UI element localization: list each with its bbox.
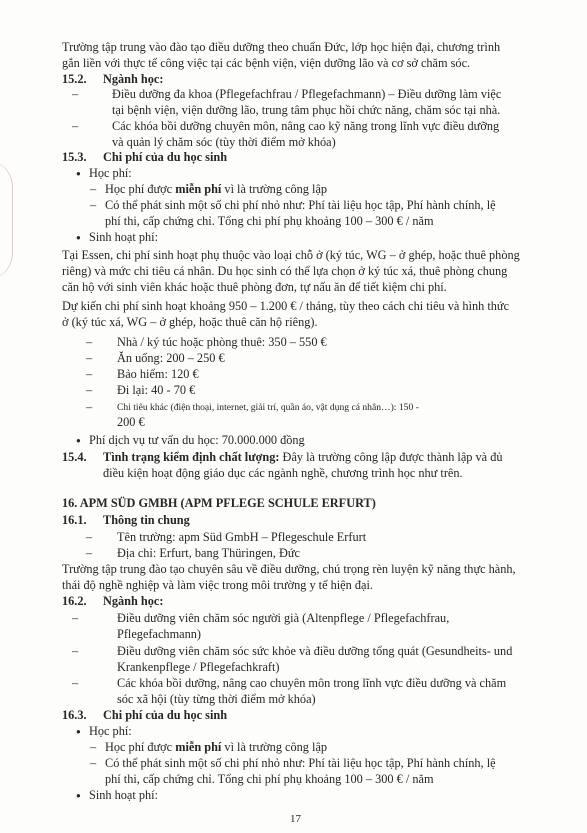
list-item: Có thể phát sinh một số chi phí nhỏ như: Phí tài liệu học tập, Phí hành chính, lệ: [105, 756, 496, 770]
stamp-edge: [0, 160, 13, 280]
dash-marker: –: [90, 182, 97, 196]
list-item: Các khóa bồi dưỡng chuyên môn, nâng cao kỹ năng trong lĩnh vực điều dưỡng: [112, 119, 500, 133]
dash-marker: –: [72, 611, 79, 625]
section-title: Chi phí của du học sinh: [103, 150, 228, 164]
list-item: Điều dưỡng đa khoa (Pflegefachfrau / Pflegefachmann) – Điều dưỡng làm việc: [112, 87, 502, 101]
bullet-text: Học phí:: [89, 166, 132, 180]
list-item: Điều dưỡng viên chăm sóc người già (Altenpflege / Pflegefachfrau,: [117, 611, 450, 625]
section-number: 15.4.: [62, 450, 87, 464]
list-item: Địa chỉ: Erfurt, bang Thüringen, Đức: [117, 546, 300, 560]
section-number: 16.2.: [62, 594, 87, 608]
bullet-text: Học phí:: [89, 724, 132, 738]
dash-marker: –: [72, 676, 79, 690]
dash-marker: –: [86, 351, 93, 365]
dash-marker: –: [90, 740, 97, 754]
paragraph-line: Tại Essen, chi phí sinh hoạt phụ thuộc vào loại chỗ ở (ký túc, WG – ở ghép, hoặc thuê phòng: [62, 248, 520, 262]
cost-item-cont: 200 €: [117, 415, 145, 429]
section-title: Thông tin chung: [103, 513, 190, 527]
list-item-cont: phí thi, cấp chứng chỉ. Tổng chi phí phụ khoảng 100 – 300 € / năm: [105, 214, 434, 228]
list-item: Có thể phát sinh một số chi phí nhỏ như: Phí tài liệu học tập, Phí hành chính, lệ: [105, 198, 496, 212]
dash-marker: –: [86, 400, 93, 414]
list-item-cont: sóc xã hội (tùy từng thời điểm mở khóa): [117, 692, 316, 706]
paragraph-line: riêng) và mức chi tiêu cá nhân. Du học sinh có thể lựa chọn ở ký túc xá, thuê phòng chung: [62, 264, 508, 278]
bullet-text: Phí dịch vụ tư vấn du học: 70.000.000 đồng: [89, 433, 305, 447]
cost-item: Nhà / ký túc hoặc phòng thuê: 350 – 550 €: [117, 335, 327, 349]
text-run: vì là trường công lập: [221, 740, 328, 754]
bullet-icon: ●: [76, 436, 81, 445]
section-title: Ngành học:: [103, 594, 164, 608]
dash-marker: –: [90, 756, 97, 770]
text-run: vì là trường công lập: [221, 182, 328, 196]
text-run: Đây là trường công lập được thành lập và đủ: [279, 450, 503, 464]
bullet-icon: ●: [76, 233, 81, 242]
paragraph-line: căn hộ với sinh viên khác hoặc thuê phòng đơn, tự nấu ăn để tiết kiệm chi phí.: [62, 280, 447, 294]
list-item-cont: phí thi, cấp chứng chỉ. Tổng chi phí phụ khoảng 100 – 300 € / năm: [105, 772, 434, 786]
bold-run: miễn phí: [175, 740, 222, 754]
section-number: 15.3.: [62, 150, 87, 164]
cost-item: Bảo hiểm: 120 €: [117, 367, 199, 381]
dash-marker: –: [86, 383, 93, 397]
section-number: 16.1.: [62, 513, 87, 527]
section-number: 15.2.: [62, 72, 87, 86]
dash-marker: –: [90, 198, 97, 212]
intro-line-2: gắn liền với thực tế công việc tại các bệnh viện, viện dưỡng lão và cơ sở chăm sóc.: [62, 56, 471, 70]
cost-item: Chi tiêu khác (điện thoại, internet, giải trí, quần áo, vật dụng cá nhân…): 150 -: [117, 402, 419, 413]
bullet-text: Sinh hoạt phí:: [89, 230, 159, 244]
dash-marker: –: [86, 335, 93, 349]
list-item: [105, 182, 327, 197]
section-number: 16.3.: [62, 708, 87, 722]
bullet-text: Sinh hoạt phí:: [89, 788, 159, 802]
list-item-cont: Pflegefachmann): [117, 627, 201, 641]
cost-item: Ăn uống: 200 – 250 €: [117, 351, 225, 365]
page-number: 17: [290, 813, 301, 825]
bold-run: miễn phí: [175, 182, 222, 196]
list-item: Tên trường: apm Süd GmbH – Pflegeschule Erfurt: [117, 530, 367, 544]
dash-marker: –: [72, 87, 79, 101]
paragraph-line: Dự kiến chi phí sinh hoạt khoảng 950 – 1.200 € / tháng, tùy theo cách chi tiêu và hình thức: [62, 299, 510, 313]
dash-marker: –: [86, 367, 93, 381]
bold-run: Tình trạng kiểm định chất lượng:: [103, 450, 280, 464]
paragraph-line: thái độ nghề nghiệp và làm việc trong môi trường y tế hiện đại.: [62, 578, 373, 592]
dash-marker: –: [72, 119, 79, 133]
section-title: Ngành học:: [103, 72, 164, 86]
paragraph-line: Trường tập trung đào tạo chuyên sâu về điều dưỡng, chú trọng rèn luyện kỹ năng thực hành,: [62, 562, 516, 576]
dash-marker: –: [86, 546, 93, 560]
list-item-cont: và quản lý chăm sóc (tùy thời điểm mở khóa): [112, 135, 336, 149]
section-line: [103, 450, 503, 465]
bullet-icon: ●: [76, 791, 81, 800]
intro-line-1: Trường tập trung vào đào tạo điều dưỡng theo chuẩn Đức, lớp học hiện đại, chương trình: [62, 40, 501, 54]
list-item-cont: Krankenpflege / Pflegefachkraft): [117, 660, 280, 674]
section-title: Chi phí của du học sinh: [103, 708, 228, 722]
list-item: Các khóa bồi dưỡng, nâng cao chuyên môn trong lĩnh vực điều dưỡng và chăm: [117, 676, 507, 690]
section-line-cont: điều kiện hoạt động giáo dục các ngành nghề, chương trình học như trên.: [103, 466, 463, 480]
text-run: Học phí được: [105, 740, 176, 754]
list-item-cont: tại bệnh viện, viện dưỡng lão, trung tâm phục hồi chức năng, chăm sóc tại nhà.: [112, 103, 501, 117]
chapter-heading: 16. APM SÜD GMBH (APM PFLEGE SCHULE ERFURT): [62, 496, 376, 510]
cost-item: Đi lại: 40 - 70 €: [117, 383, 196, 397]
bullet-icon: ●: [76, 169, 81, 178]
list-item: [105, 740, 327, 755]
bullet-icon: ●: [76, 727, 81, 736]
dash-marker: –: [86, 530, 93, 544]
paragraph-line: ở (ký túc xá, WG – ở ghép, hoặc thuê căn hộ riêng).: [62, 315, 318, 329]
dash-marker: –: [72, 644, 79, 658]
text-run: Học phí được: [105, 182, 176, 196]
list-item: Điều dưỡng viên chăm sóc sức khỏe và điều dưỡng tổng quát (Gesundheits- und: [117, 644, 513, 658]
